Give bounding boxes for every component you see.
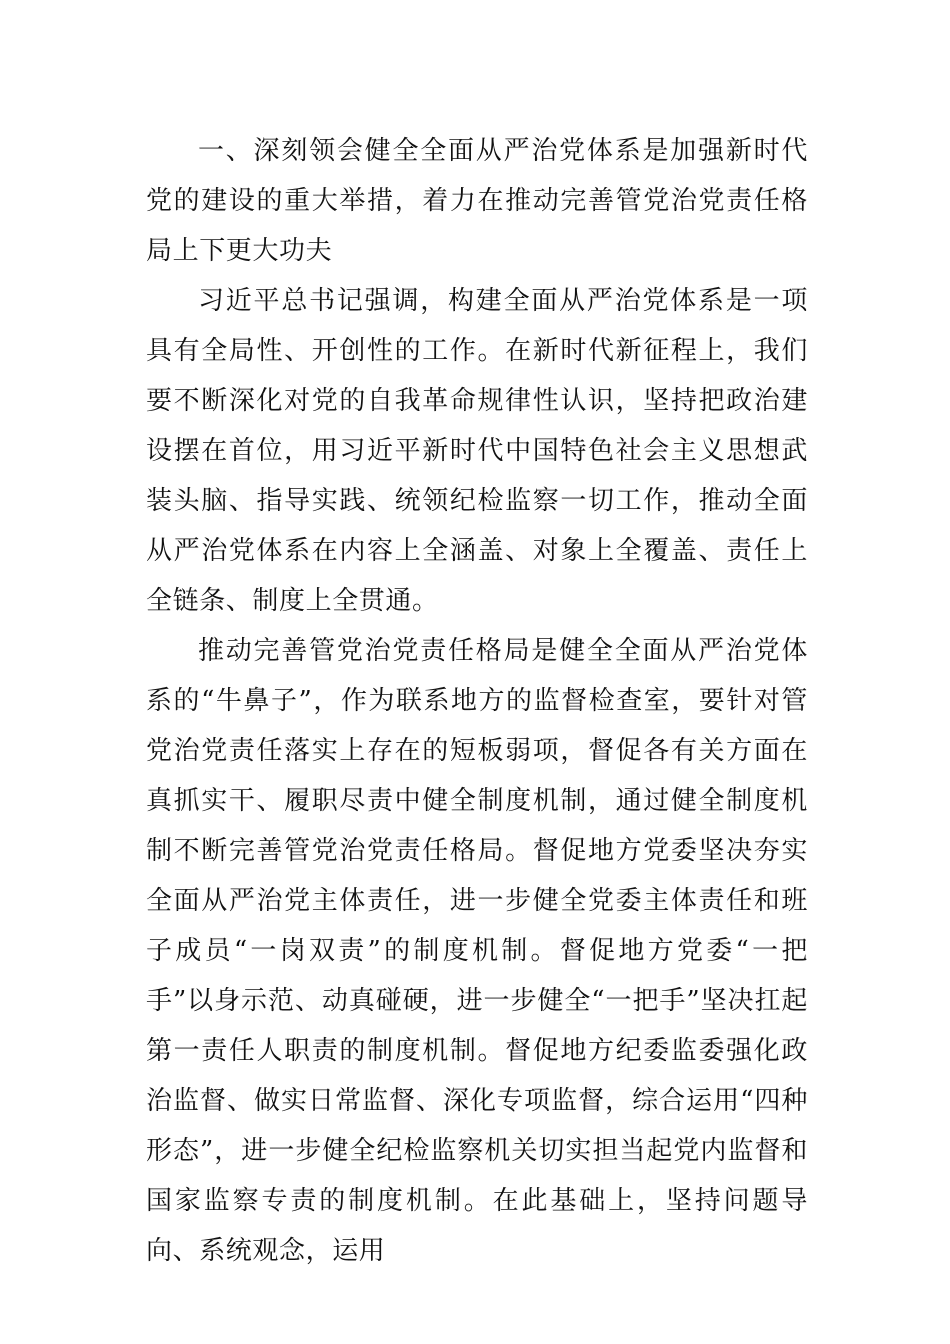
document-body <box>146 126 808 1276</box>
body-paragraph-2: 推动完善管党治党责任格局是健全全面从严治党体系的“牛鼻子”，作为联系地方的监督检查室，要针对管党治党责任落实上存在的短板弱项，督促各有关方面在真抓实干、履职尽责中健全制度机制，通过健全制度机制不断完善管党治党责任格局。督促地方党委坚决夯实全面从严治党主体责任，进一步健全党委主体责任和班子成员“一岗双责”的制度机制。督促地方党委“一把手”以身示范、动真碰硬，进一步健全“一把手”坚决扛起第一责任人职责的制度机制。督促地方纪委监委强化政治监督、做实日常监督、深化专项监督，综合运用“四种形态”，进一步健全纪检监察机关切实担当起党内监督和国家监察专责的制度机制。在此基础上，坚持问题导向、系统观念，运用 <box>146 636 808 1266</box>
body-paragraph-1: 习近平总书记强调，构建全面从严治党体系是一项具有全局性、开创性的工作。在新时代新征程上，我们要不断深化对党的自我革命规律性认识，坚持把政治建设摆在首位，用习近平新时代中国特色社会主义思想武装头脑、指导实践、统领纪检监察一切工作，推动全面从严治党体系在内容上全涵盖、对象上全覆盖、责任上全链条、制度上全贯通。 <box>146 286 808 616</box>
section-heading-paragraph: 一、深刻领会健全全面从严治党体系是加强新时代党的建设的重大举措，着力在推动完善管党治党责任格局上下更大功夫 <box>146 136 808 266</box>
